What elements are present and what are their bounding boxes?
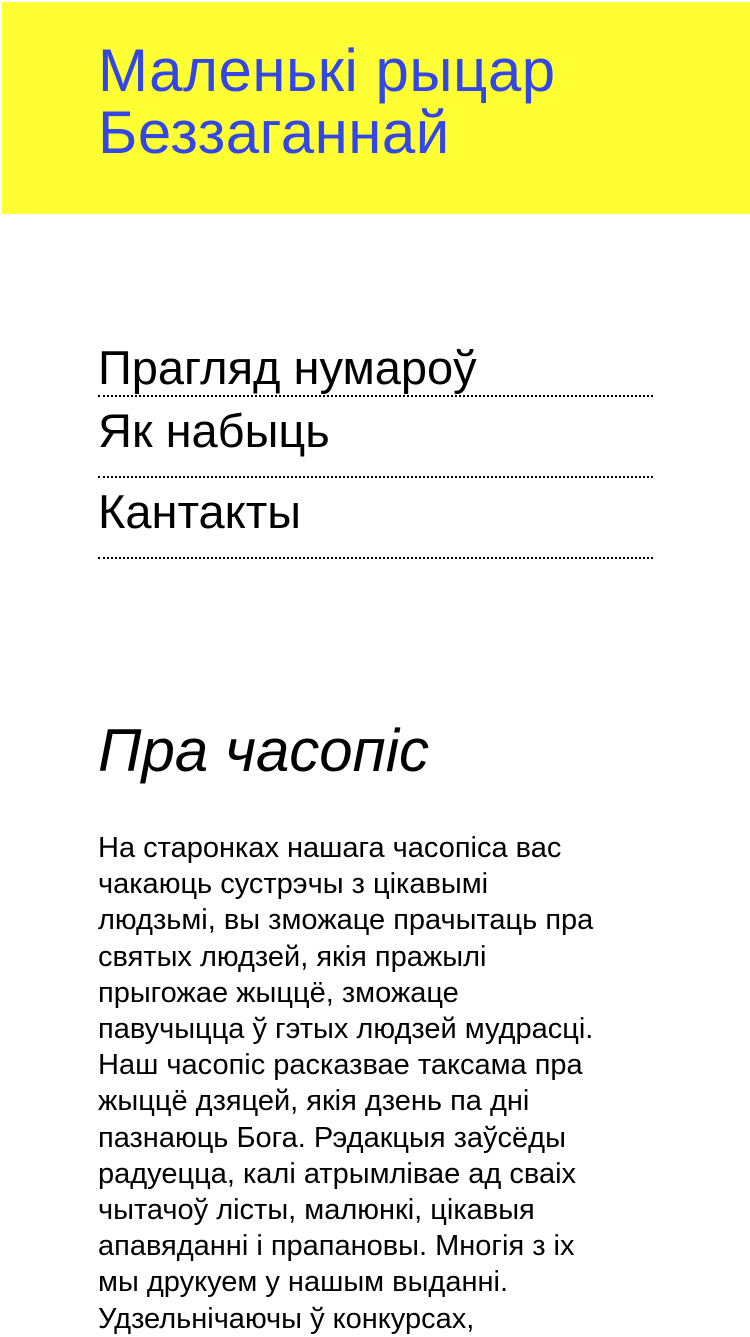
about-line: прыгожае жыццё, зможаце: [98, 976, 459, 1009]
nav-item-contacts[interactable]: Кантакты: [98, 478, 653, 559]
nav-item-issues[interactable]: Прагляд нумароў: [98, 338, 653, 397]
about-line: Наш часопіс расказвае таксама пра: [98, 1049, 583, 1082]
nav-item-how-to-buy[interactable]: Як набыць: [98, 397, 653, 478]
about-line: Удзельнічаючы ў конкурсах,: [98, 1302, 475, 1335]
about-line: пазнаюць Бога. Рэдакцыя заўсёды: [98, 1121, 566, 1154]
about-line: чакаюць сустрэчы з цікавымі: [98, 868, 489, 901]
about-line: чытачоў лісты, малюнкі, цікавыя: [98, 1194, 535, 1227]
site-header: [2, 2, 750, 214]
site-title-line-1: Маленькі рыцар: [98, 37, 556, 104]
about-line: святых людзей, якія пражылі: [98, 940, 487, 973]
site-title-line-2: Беззаганнай: [98, 99, 450, 166]
main-navigation: [98, 338, 653, 559]
about-line: апавяданні і прапановы. Многія з іх: [98, 1230, 575, 1263]
about-line: павучыцца ў гэтых людзей мудрасці.: [98, 1013, 594, 1046]
about-line: мы друкуем у нашым выданні.: [98, 1266, 509, 1299]
about-line: На старонках нашага часопіса вас: [98, 832, 562, 864]
about-line: жыццё дзяцей, якія дзень па дні: [98, 1085, 530, 1118]
about-paragraph: [98, 830, 658, 1337]
about-line: радуецца, калі атрымлівае ад сваіх: [98, 1157, 577, 1190]
about-heading: Пра часопіс: [98, 717, 430, 784]
site-title[interactable]: [98, 37, 556, 166]
about-line: людзьмі, вы зможаце прачытаць пра: [98, 904, 594, 937]
